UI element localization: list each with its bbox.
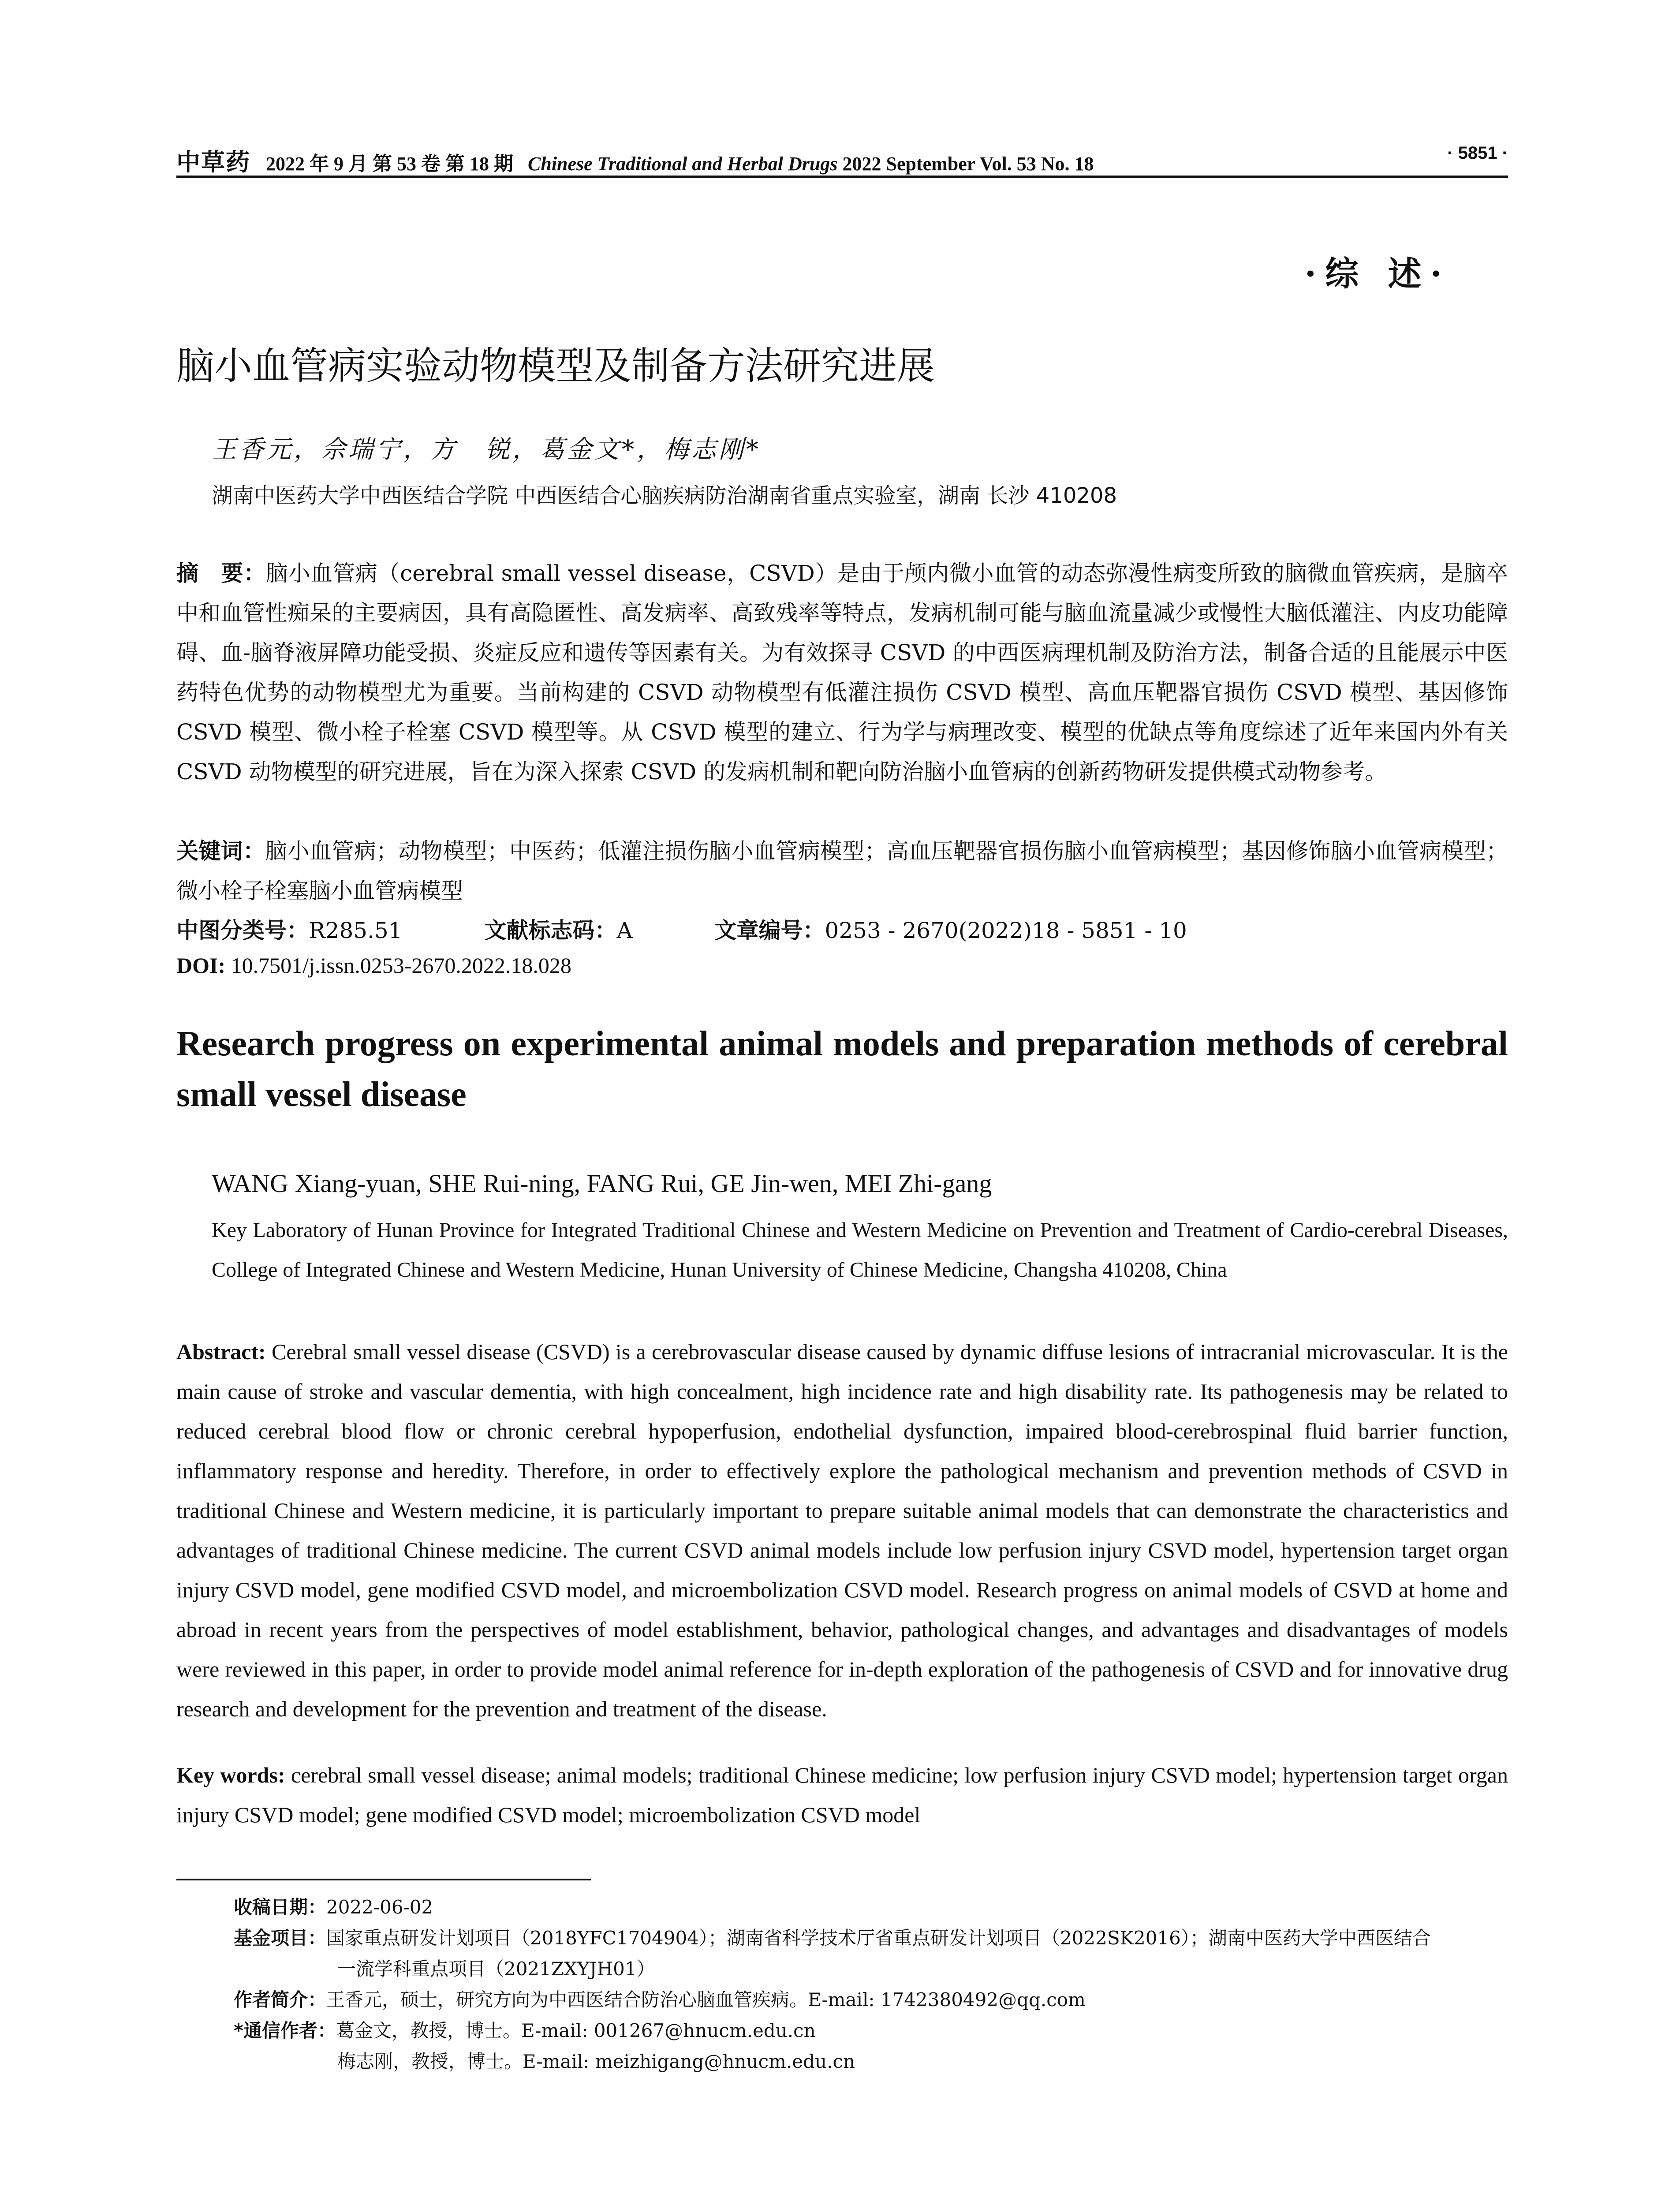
footnote-fund [234, 1923, 1508, 1984]
en-affiliation: Key Laboratory of Hunan Province for Integrated Traditional Chinese and Western Medicine on Prevention and Treatment of Cardio-cerebral Diseases, College of Integrated Chinese and Western Medicine, Hunan University of Chinese Medicine, Changsha 410208, China [212, 1218, 1508, 1282]
clc-value: R285.51 [309, 918, 403, 943]
footnote-rule [176, 1879, 591, 1880]
en-issue: 2022 September Vol. 53 No. 18 [842, 153, 1094, 175]
corr-author-1: 葛金文，教授，博士。E-mail: 001267@hnucm.edu.cn [336, 2020, 816, 2041]
cn-abstract [176, 553, 1508, 792]
corr-label: *通信作者： [234, 2020, 336, 2041]
doc-code-label: 文献标志码： [484, 918, 617, 943]
cn-abstract-label: 摘 要： [176, 561, 266, 586]
cn-keywords-text: 脑小血管病；动物模型；中医药；低灌注损伤脑小血管病模型；高血压靶器官损伤脑小血管病模型；基因修饰脑小血管病模型；微小栓子栓塞脑小血管病模型 [176, 838, 1508, 904]
header-rule [176, 176, 1508, 178]
en-keywords-text: cerebral small vessel disease; animal models; traditional Chinese medicine; low perfusion injury CSVD model; hypertension target organ injury CSVD model; gene modified CSVD model; microembolization CSVD model [176, 1763, 1508, 1827]
journal-brand: 中草药 [176, 149, 250, 176]
page-number: · 5851 · [1447, 143, 1508, 163]
classification-line [176, 913, 1187, 945]
article-no-value: 0253 - 2670(2022)18 - 5851 - 10 [825, 918, 1187, 943]
author-label: 作者简介： [234, 1989, 327, 2011]
received-value: 2022-06-02 [326, 1896, 433, 1918]
received-label: 收稿日期： [234, 1896, 327, 1918]
footnote-author [234, 1984, 1508, 2015]
en-abstract [176, 1332, 1508, 1729]
cn-issue: 2022 年 9 月 第 53 卷 第 18 期 [266, 153, 513, 175]
corr-author-2: 梅志刚，教授，博士。E-mail: meizhigang@hnucm.edu.cn [337, 2051, 855, 2072]
cn-keywords [176, 831, 1508, 911]
doi-line [176, 953, 571, 978]
author-info: 王香元，硕士，研究方向为中西医结合防治心脑血管疾病。E-mail: 1742380492@qq.com [326, 1989, 1086, 2011]
en-keywords [176, 1755, 1508, 1835]
doi-label: DOI: [176, 953, 226, 978]
en-abstract-label: Abstract: [176, 1339, 266, 1364]
fund-line-1: 国家重点研发计划项目（2018YFC1704904）；湖南省科学技术厅省重点研发计划项目（2022SK2016）；湖南中医药大学中西医结合 [326, 1927, 1431, 1949]
cn-abstract-text: 脑小血管病（cerebral small vessel disease，CSVD）是由于颅内微小血管的动态弥漫性病变所致的脑微血管疾病，是脑卒中和血管性痴呆的主要病因，具有高隐匿性、高发病率、高致残率等特点，发病机制可能与脑血流量减少或慢性大脑低灌注、内皮功能障碍、血-脑脊液屏障功能受损、炎症反应和遗传等因素有关。为有效探寻 CSVD 的中西医病理机制及防治方法，制备合适的且能展示中医药特色优势的动物模型尤为重要。当前构建的 CSVD 动物模型有低灌注损伤 CSVD 模型、高血压靶器官损伤 CSVD 模型、基因修饰 CSVD 模型、微小栓子栓塞 CSVD 模型等。从 CSVD 模型的建立、行为学与病理改变、模型的优缺点等角度综述了近年来国内外有关 CSVD 动物模型的研究进展，旨在为深入探索 CSVD 的发病机制和靶向防治脑小血管病的创新药物研发提供模式动物参考。 [176, 561, 1508, 785]
doi-value[interactable]: 10.7501/j.issn.0253-2670.2022.18.028 [231, 953, 571, 978]
en-title: Research progress on experimental animal models and preparation methods of cerebral small vessel disease [176, 1024, 1508, 1114]
article-no-label: 文章编号： [714, 918, 825, 943]
fund-label: 基金项目： [234, 1927, 327, 1949]
cn-authors: 王香元，佘瑞宁，方 锐，葛金文*，梅志刚* [212, 435, 761, 464]
en-journal-name: Chinese Traditional and Herbal Drugs [528, 153, 838, 175]
fund-line-2: 一流学科重点项目（2021ZXYJH01） [337, 1958, 655, 1980]
en-abstract-text: Cerebral small vessel disease (CSVD) is a cerebrovascular disease caused by dynamic diffuse lesions of intracranial microvascular. It is the main cause of stroke and vascular dementia, with high concealment, high incidence rate and high disability rate. Its pathogenesis may be related to reduced cerebral blood flow or chronic cerebral hypoperfusion, endothelial dysfunction, impaired blood-cerebrospinal fluid barrier function, inflammatory response and heredity. Therefore, in order to effectively explore the pathological mechanism and prevention methods of CSVD in traditional Chinese and Western medicine, it is particularly important to prepare suitable animal models that can demonstrate the characteristics and advantages of traditional Chinese medicine. The current CSVD animal models include low perfusion injury CSVD model, hypertension target organ injury CSVD model, gene modified CSVD model, and microembolization CSVD model. Research progress on animal models of CSVD at home and abroad in recent years from the perspectives of model establishment, behavior, pathological changes, and advantages and disadvantages of models were reviewed in this paper, in order to provide model animal reference for in-depth exploration of the pathogenesis of CSVD and for innovative drug research and development for the prevention and treatment of the disease. [176, 1339, 1508, 1721]
footnote-corresponding [234, 2015, 1508, 2077]
footnotes [234, 1892, 1508, 2077]
footnote-received [234, 1892, 1508, 1923]
doc-code-value: A [616, 918, 633, 943]
section-label: ·综 述· [1304, 254, 1451, 293]
cn-affiliation: 湖南中医药大学中西医结合学院 中西医结合心脑疾病防治湖南省重点实验室，湖南 长沙 410208 [212, 483, 1117, 508]
en-keywords-label: Key words: [176, 1763, 285, 1787]
running-header [176, 143, 1508, 174]
cn-keywords-label: 关键词： [176, 838, 265, 864]
clc-label: 中图分类号： [176, 918, 309, 943]
cn-title: 脑小血管病实验动物模型及制备方法研究进展 [176, 344, 935, 388]
en-authors: WANG Xiang-yuan, SHE Rui-ning, FANG Rui, GE Jin-wen, MEI Zhi-gang [212, 1169, 992, 1198]
